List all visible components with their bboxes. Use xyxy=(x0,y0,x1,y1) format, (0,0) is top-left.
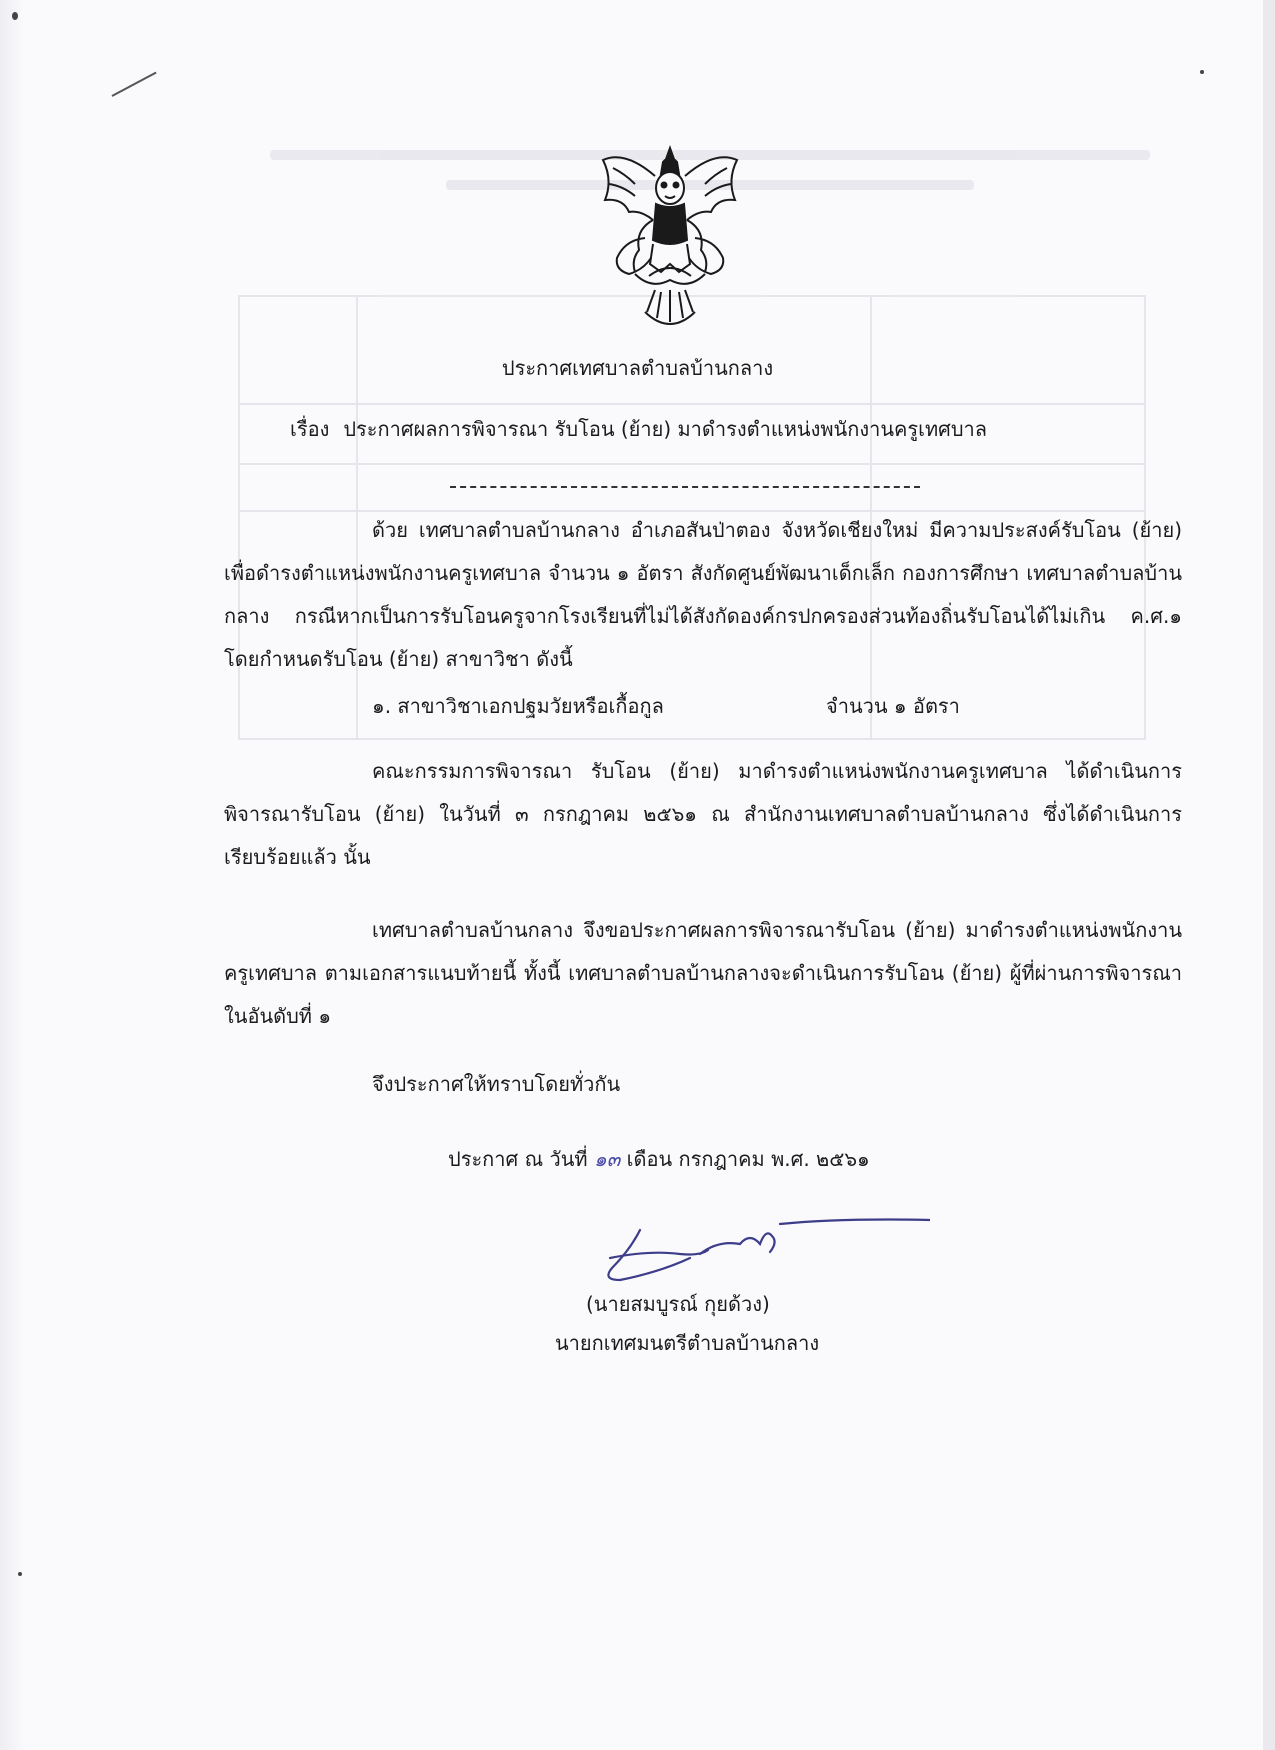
date-day: ๑๓ xyxy=(593,1147,621,1171)
subject-label: เรื่อง xyxy=(290,417,330,441)
scan-speck xyxy=(1200,70,1204,74)
dashed-divider xyxy=(450,486,920,488)
date-prefix: ประกาศ ณ วันที่ xyxy=(448,1147,588,1171)
list-item-subject: ๑. สาขาวิชาเอกปฐมวัยหรือเกื้อกูล xyxy=(372,694,664,718)
subject-text: ประกาศผลการพิจารณา รับโอน (ย้าย) มาดำรงตำแหน่งพนักงานครูเทศบาล xyxy=(343,417,988,441)
signer-name: (นายสมบูรณ์ กุยด้วง) xyxy=(586,1292,770,1316)
list-item-count: จำนวน ๑ อัตรา xyxy=(826,694,960,718)
announcement-date xyxy=(448,1143,870,1175)
scan-speck xyxy=(12,12,18,20)
date-suffix: เดือน กรกฎาคม พ.ศ. ๒๕๖๑ xyxy=(626,1147,870,1171)
handwritten-signature xyxy=(600,1210,930,1300)
paragraph-3: เทศบาลตำบลบ้านกลาง จึงขอประกาศผลการพิจารณารับโอน (ย้าย) มาดำรงตำแหน่งพนักงานครูเทศบาล ตามเอกสารแนบท้ายนี้ ทั้งนี้ เทศบาลตำบลบ้านกลางจะดำเนินการรับโอน (ย้าย) ผู้ที่ผ่านการพิจารณาในอันดับที่ ๑ xyxy=(224,918,1182,1028)
scan-edge-left xyxy=(0,0,24,1750)
paragraph-1: ด้วย เทศบาลตำบลบ้านกลาง อำเภอสันป่าตอง จังหวัดเชียงใหม่ มีความประสงค์รับโอน (ย้าย) เพื่อดำรงตำแหน่งพนักงานครูเทศบาล จำนวน ๑ อัตรา สังกัดศูนย์พัฒนาเด็กเล็ก กองการศึกษา เทศบาลตำบลบ้านกลาง กรณีหากเป็นการรับโอนครูจากโรงเรียนที่ไม่ได้สังกัดองค์กรปกครองส่วนท้องถิ่นรับโอนได้ไม่เกิน ค.ศ.๑ โดยกำหนดรับโอน (ย้าย) สาขาวิชา ดังนี้ xyxy=(224,518,1182,671)
scan-mark xyxy=(112,72,157,97)
document-subject xyxy=(290,413,987,445)
paragraph-2: คณะกรรมการพิจารณา รับโอน (ย้าย) มาดำรงตำแหน่งพนักงานครูเทศบาล ได้ดำเนินการพิจารณารับโอน (ย้าย) ในวันที่ ๓ กรกฎาคม ๒๕๖๑ ณ สำนักงานเทศบาลตำบลบ้านกลาง ซึ่งได้ดำเนินการเรียบร้อยแล้ว นั้น xyxy=(224,759,1182,869)
document-title: ประกาศเทศบาลตำบลบ้านกลาง xyxy=(501,356,774,380)
scan-edge-right xyxy=(1263,0,1275,1750)
garuda-emblem-icon xyxy=(595,140,745,340)
closing-statement: จึงประกาศให้ทราบโดยทั่วกัน xyxy=(372,1072,621,1096)
scan-speck xyxy=(18,1572,22,1576)
signer-position: นายกเทศมนตรีตำบลบ้านกลาง xyxy=(555,1331,820,1355)
